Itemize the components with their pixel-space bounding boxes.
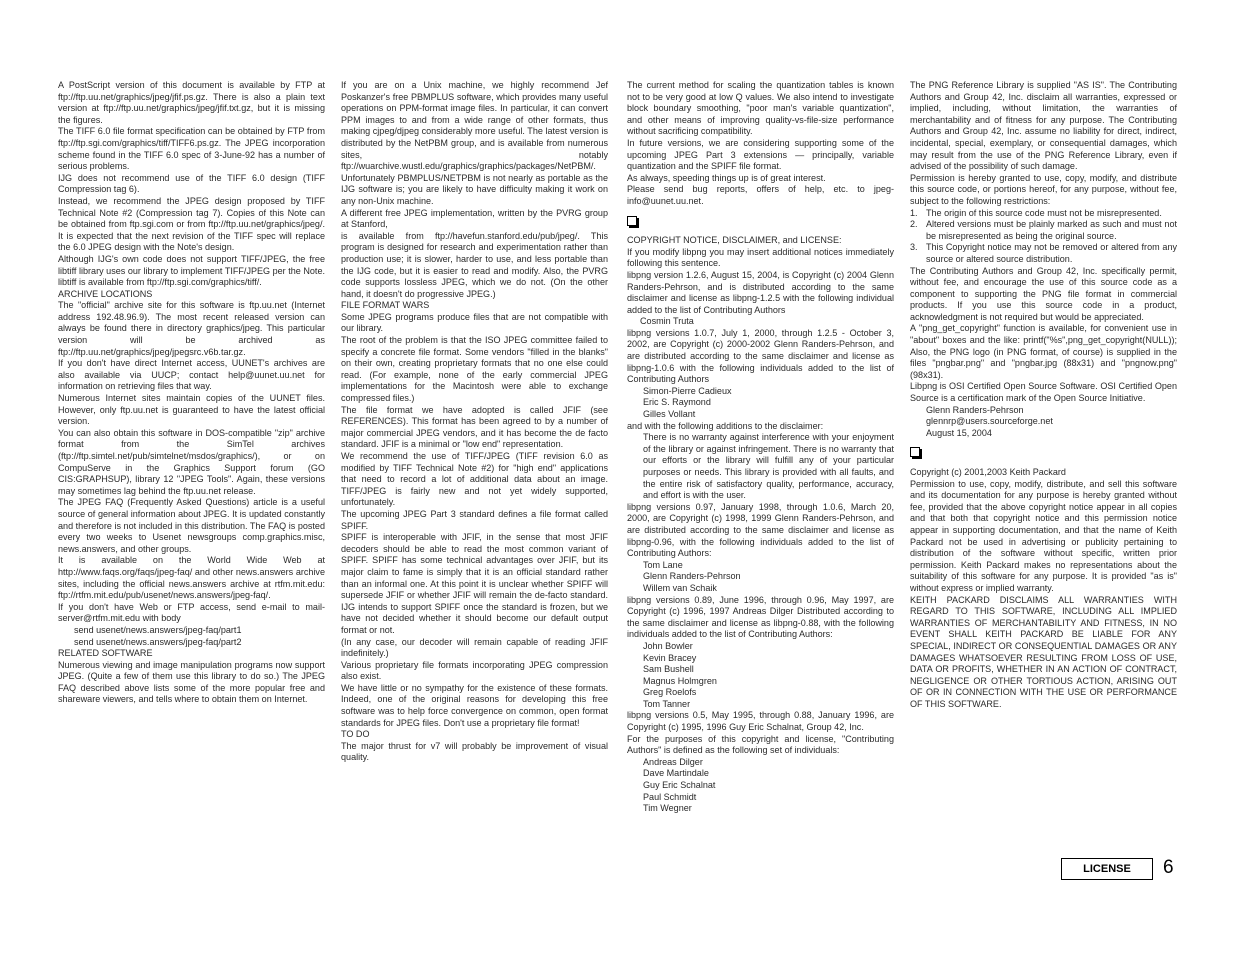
author-name: Andreas Dilger bbox=[643, 756, 703, 767]
list-item bbox=[910, 208, 1177, 220]
code-line: send usenet/news.answers/jpeg-faq/part2 bbox=[74, 636, 242, 647]
paragraph: Copyright (c) 2001,2003 Keith Packard bbox=[910, 467, 1066, 477]
code-line: send usenet/news.answers/jpeg-faq/part1 bbox=[74, 624, 242, 635]
list-text: Altered versions must be plainly marked as such and must not be misrepresented as being the original source. bbox=[926, 219, 1177, 241]
author-name: Tom Tanner bbox=[643, 698, 691, 709]
author-name: Gilles Vollant bbox=[643, 409, 696, 420]
paragraph: The root of the problem is that the ISO JPEG committee failed to specify a concrete file format. Some vendors "filled in the blanks" on their own, creating proprietary formats that no one else could read. (For example, none of the early commercial JPEG implementations for the Macintosh were able to exchange compressed files.) bbox=[341, 335, 608, 404]
text-column-2 bbox=[341, 80, 608, 764]
author-name: John Bowler bbox=[643, 640, 693, 651]
list-text: This Copyright notice may not be removed or altered from any source or altered source distribution. bbox=[926, 242, 1177, 264]
paragraph: KEITH PACKARD DISCLAIMS ALL WARRANTIES WITH REGARD TO THIS SOFTWARE, INCLUDING ALL IMPLIED WARRANTIES OF MERCHANTABILITY AND FITNESS, IN NO EVENT SHALL KEITH PACKARD BE LIABLE FOR ANY SPECIAL, INDIRECT OR CONSEQUENTIAL DAMAGES OR ANY DAMAGES WHATSOEVER RESULTING FROM LOSS OF USE, DATA OR PROFITS, WHETHER IN AN ACTION OF CONTRACT, NEGLIGENCE OR OTHER TORTIOUS ACTION, ARISING OUT OF OR IN CONNECTION WITH THE USE OR PERFORMANCE OF THIS SOFTWARE. bbox=[910, 594, 1177, 709]
paragraph: A different free JPEG implementation, written by the PVRG group at Stanford, bbox=[341, 207, 608, 230]
list-item bbox=[910, 242, 1177, 265]
paragraph: The PNG Reference Library is supplied "AS IS". The Contributing Authors and Group 42, Inc. disclaim all warranties, expressed or implied, including, without limitation, the warranties of merchantability and of fitness for any purpose. The Contributing Authors and Group 42, Inc. assume no liability for direct, indirect, incidental, special, exemplary, or consequential damages, which may result from the use of the PNG Reference Library, even if advised of the possibility of such damage. bbox=[910, 80, 1177, 172]
paragraph: and with the following additions to the disclaimer: bbox=[627, 420, 824, 431]
paragraph: The current method for scaling the quantization tables is known not to be very good at low Q values. We also intend to investigate block boundary smoothing, "poor man's variable quantization", and other means of improving quality-vs-file-size performance without sacrificing compatibility. bbox=[627, 80, 894, 137]
list-number: 2. bbox=[910, 219, 918, 230]
paragraph: The file format we have adopted is called JFIF (see REFERENCES). This format has been agreed to by a number of major commercial JPEG vendors, and it has become the de facto standard. JFIF is a minimal or "low end" representation. bbox=[341, 404, 608, 450]
paragraph: Please send bug reports, offers of help, etc. to jpeg-info@uunet.uu.net. bbox=[627, 184, 894, 206]
paragraph: The major thrust for v7 will probably be improvement of visual quality. bbox=[341, 740, 608, 763]
paragraph: If you are on a Unix machine, we highly recommend Jef Poskanzer's free PBMPLUS software, which provides many useful operations on PPM-format image files. In particular, it can convert PPM images to and from a wide range of other formats, thus making cjpeg/djpeg considerably more useful. The latest version is distributed by the NetPBM group, and is available from numerous sites, notably ftp://wuarchive.wustl.edu/graphics/graphics/packages/NetPBM/. bbox=[341, 80, 608, 172]
author-name: Cosmin Truta bbox=[640, 316, 694, 327]
section-heading: ARCHIVE LOCATIONS bbox=[58, 288, 153, 299]
author-name: Greg Roelofs bbox=[643, 687, 697, 698]
checkbox-icon bbox=[910, 447, 920, 457]
author-name: Tom Lane bbox=[643, 559, 683, 570]
text-column-3 bbox=[627, 80, 894, 815]
paragraph: Permission to use, copy, modify, distribute, and sell this software and its documentation for any purpose is hereby granted without fee, provided that the above copyright notice appear in all copies and that both that copyright notice and this permission notice appear in supporting documentation, and that the name of Keith Packard not be used in advertising or publicity pertaining to distribution of the software without specific, written prior permission. Keith Packard makes no representations about the suitability of this software for any purpose. It is provided "as is" without express or implied warranty. bbox=[910, 478, 1177, 593]
signature-email: glennrp@users.sourceforge.net bbox=[926, 416, 1053, 427]
paragraph: Instead, we recommend the JPEG design proposed by TIFF Technical Note #2 (Compression tag 7). Copies of this Note can be obtained from ftp.sgi.com or from ftp://ftp.uu.net/graphics/jpeg/. It is expected that the next revision of the TIFF spec will replace the 6.0 JPEG design with the Note's design. bbox=[58, 195, 325, 253]
paragraph: You can also obtain this software in DOS-compatible "zip" archive format from the SimTel archives (ftp://ftp.simtel.net/pub/simtelnet/msdos/graphics/), or on CompuServe in the Graphics Support forum (GO CIS:GRAPHSUP), library 12 "JPEG Tools". Again, these versions may sometimes lag behind the ftp.uu.net release. bbox=[58, 427, 325, 496]
author-name: Paul Schmidt bbox=[643, 791, 697, 802]
paragraph: SPIFF is interoperable with JFIF, in the sense that most JFIF decoders should be able to read the most common variant of SPIFF. SPIFF has some technical advantages over JFIF, but its major claim to fame is simply that it is an official standard rather than an informal one. At this point it is unclear whether SPIFF will supersede JFIF or whether JFIF will remain the de-facto standard. IJG intends to support SPIFF once the standard is frozen, but we have not decided whether it should become our default output format or not. bbox=[341, 532, 608, 635]
paragraph: The Contributing Authors and Group 42, Inc. specifically permit, without fee, and encourage the use of this source code as a component to supporting the PNG file format in commercial products. If you use this source code in a product, acknowledgment is not required but would be appreciated. bbox=[910, 265, 1177, 322]
paragraph: Although IJG's own code does not support TIFF/JPEG, the free libtiff library uses our library to implement TIFF/JPEG per the Note. libtiff is available from ftp://ftp.sgi.com/graphics/tiff/. bbox=[58, 253, 325, 288]
paragraph: Unfortunately PBMPLUS/NETPBM is not nearly as portable as the IJG software is; you are likely to have difficulty making it work on any non-Unix machine. bbox=[341, 172, 608, 206]
paragraph: If you don't have direct Internet access, UUNET's archives are also available via UUCP; contact help@uunet.uu.net for information on retrieving files that way. bbox=[58, 358, 325, 392]
author-name: Dave Martindale bbox=[643, 768, 709, 779]
author-name: Magnus Holmgren bbox=[643, 675, 717, 686]
paragraph: If you modify libpng you may insert additional notices immediately following this sentence. bbox=[627, 246, 894, 269]
paragraph: A PostScript version of this document is available by FTP at ftp://ftp.uu.net/graphics/jpeg/jfif.ps.gz. There is also a plain text version at ftp://ftp.uu.net/graphics/jpeg/jfif.txt.gz, but it is missing the figures. bbox=[58, 80, 325, 125]
paragraph: libpng version 1.2.6, August 15, 2004, is Copyright (c) 2004 Glenn Randers-Pehrson, and is distributed according to the same disclaimer and license as libpng-1.2.5 with the following individual added to the list of Contributing Authors bbox=[627, 269, 894, 315]
author-name: Kevin Bracey bbox=[643, 652, 697, 663]
paragraph: Some JPEG programs produce files that are not compatible with our library. bbox=[341, 311, 608, 334]
author-name: Glenn Randers-Pehrson bbox=[643, 571, 741, 582]
paragraph: Libpng is OSI Certified Open Source Software. OSI Certified Open Source is a certification mark of the Open Source Initiative. bbox=[910, 381, 1177, 404]
paragraph: For the purposes of this copyright and license, "Contributing Authors" is defined as the following set of individuals: bbox=[627, 733, 894, 756]
signature-name: Glenn Randers-Pehrson bbox=[926, 404, 1024, 415]
paragraph: The JPEG FAQ (Frequently Asked Questions) article is a useful source of general information about JPEG. It is updated constantly and therefore is not included in this distribution. The FAQ is posted every two weeks to Usenet newsgroups comp.graphics.misc, news.answers, and other groups. bbox=[58, 497, 325, 554]
paragraph: Various proprietary file formats incorporating JPEG compression also exist. bbox=[341, 659, 608, 682]
restrictions-list bbox=[910, 208, 1177, 266]
disclaimer-paragraph: There is no warranty against interference with your enjoyment of the library or against infringement. There is no warranty that our efforts or the library will fulfill any of your particular purposes or needs. This library is provided with all faults, and the entire risk of satisfactory quality, performance, accuracy, and effort is with the user. bbox=[643, 432, 894, 501]
list-number: 3. bbox=[910, 242, 918, 253]
paragraph: If you don't have Web or FTP access, send e-mail to mail-server@rtfm.mit.edu with body bbox=[58, 601, 325, 624]
section-label-badge: LICENSE bbox=[1061, 858, 1153, 880]
section-heading: RELATED SOFTWARE bbox=[58, 648, 153, 659]
paragraph: The TIFF 6.0 file format specification can be obtained by FTP from ftp://ftp.sgi.com/graphics/tiff/TIFF6.ps.gz. The JPEG incorporation scheme found in the TIFF 6.0 spec of 3-June-92 has a number of serious problems. bbox=[58, 126, 325, 172]
paragraph: The "official" archive site for this software is ftp.uu.net (Internet address 192.48.96.9). The most recent released version can always be found there in directory graphics/jpeg. This particular version will be archived as ftp://ftp.uu.net/graphics/jpeg/jpegsrc.v6b.tar.gz. bbox=[58, 300, 325, 357]
author-name: Simon-Pierre Cadieux bbox=[643, 385, 732, 396]
paragraph: is available from ftp://havefun.stanford.edu/pub/jpeg/. This program is designed for research and experimentation rather than production use; it is slower, harder to use, and less portable than the IJG code, but it is easier to read and modify. Also, the PVRG code supports lossless JPEG, which we do not. (On the other hand, it doesn't do progressive JPEG.) bbox=[341, 230, 608, 299]
paragraph: libpng versions 1.0.7, July 1, 2000, through 1.2.5 - October 3, 2002, are Copyright (c) 2000-2002 Glenn Randers-Pehrson, and are distributed according to the same disclaimer and license as libpng-1.0.6 with the following individuals added to the list of Contributing Authors bbox=[627, 327, 894, 385]
author-name: Eric S. Raymond bbox=[643, 397, 711, 408]
author-name: Guy Eric Schalnat bbox=[643, 780, 716, 791]
paragraph: We recommend the use of TIFF/JPEG (TIFF revision 6.0 as modified by TIFF Technical Note #2) for "high end" applications that need to record a lot of additional data about an image. TIFF/JPEG is fairly new and not yet widely supported, unfortunately. bbox=[341, 451, 608, 508]
section-heading: COPYRIGHT NOTICE, DISCLAIMER, and LICENSE: bbox=[627, 235, 842, 246]
paragraph: libpng versions 0.5, May 1995, through 0.88, January 1996, are Copyright (c) 1995, 1996 Guy Eric Schalnat, Group 42, Inc. bbox=[627, 710, 894, 733]
author-name: Willem van Schaik bbox=[643, 582, 717, 593]
paragraph: Numerous viewing and image manipulation programs now support JPEG. (Quite a few of them use this library to do so.) The JPEG FAQ described above lists some of the more popular free and shareware viewers, and tells where to obtain them on Internet. bbox=[58, 659, 325, 705]
section-heading: FILE FORMAT WARS bbox=[341, 300, 430, 311]
paragraph: Permission is hereby granted to use, copy, modify, and distribute this source code, or portions hereof, for any purpose, without fee, subject to the following restrictions: bbox=[910, 172, 1177, 206]
paragraph: A "png_get_copyright" function is available, for convenient use in "about" boxes and the like: printf("%s",png_get_copyright(NULL)); Also, the PNG logo (in PNG format, of course) is supplied in the files "pngbar.png" and "pngbar.jpg (88x31) and "pngnow.png" (98x31). bbox=[910, 323, 1177, 380]
paragraph: IJG does not recommend use of the TIFF 6.0 design (TIFF Compression tag 6). bbox=[58, 172, 325, 195]
paragraph: As always, speeding things up is of great interest. bbox=[627, 172, 826, 183]
author-name: Tim Wegner bbox=[643, 803, 692, 814]
list-item bbox=[910, 219, 1177, 242]
paragraph: libpng versions 0.97, January 1998, through 1.0.6, March 20, 2000, are Copyright (c) 1998, 1999 Glenn Randers-Pehrson, and are distributed according to the same disclaimer and license as libpng-0.96, with the following individuals added to the list of Contributing Authors: bbox=[627, 501, 894, 559]
checkbox-icon bbox=[627, 216, 637, 226]
list-text: The origin of this source code must not be misrepresented. bbox=[926, 207, 1162, 218]
author-name: Sam Bushell bbox=[643, 664, 694, 675]
signature-date: August 15, 2004 bbox=[926, 427, 992, 438]
page-number: 6 bbox=[1163, 857, 1174, 878]
paragraph: Numerous Internet sites maintain copies of the UUNET files. However, only ftp.uu.net is guaranteed to have the latest official version. bbox=[58, 393, 325, 427]
list-number: 1. bbox=[910, 207, 918, 218]
paragraph: It is available on the World Wide Web at http://www.faqs.org/faqs/jpeg-faq/ and other news.answers archive sites, including the official news.answers archive at rtfm.mit.edu: ftp://rtfm.mit.edu/pub/usenet/news.answers/jpeg-faq/. bbox=[58, 555, 325, 601]
paragraph: The upcoming JPEG Part 3 standard defines a file format called SPIFF. bbox=[341, 508, 608, 531]
paragraph: (In any case, our decoder will remain capable of reading JFIF indefinitely.) bbox=[341, 636, 608, 659]
section-heading: TO DO bbox=[341, 729, 370, 740]
paragraph: We have little or no sympathy for the existence of these formats. Indeed, one of the original reasons for developing this free software was to help force convergence on common, open format standards for JPEG files. Don't use a proprietary file format! bbox=[341, 682, 608, 728]
paragraph: In future versions, we are considering supporting some of the upcoming JPEG Part 3 extensions — principally, variable quantization and the SPIFF file format. bbox=[627, 137, 894, 172]
text-column-1 bbox=[58, 80, 325, 706]
text-column-4 bbox=[910, 80, 1177, 710]
paragraph: libpng versions 0.89, June 1996, through 0.96, May 1997, are Copyright (c) 1996, 1997 Andreas Dilger Distributed according to the same disclaimer and license as libpng-0.88, with the following individuals added to the list of Contributing Authors: bbox=[627, 594, 894, 640]
